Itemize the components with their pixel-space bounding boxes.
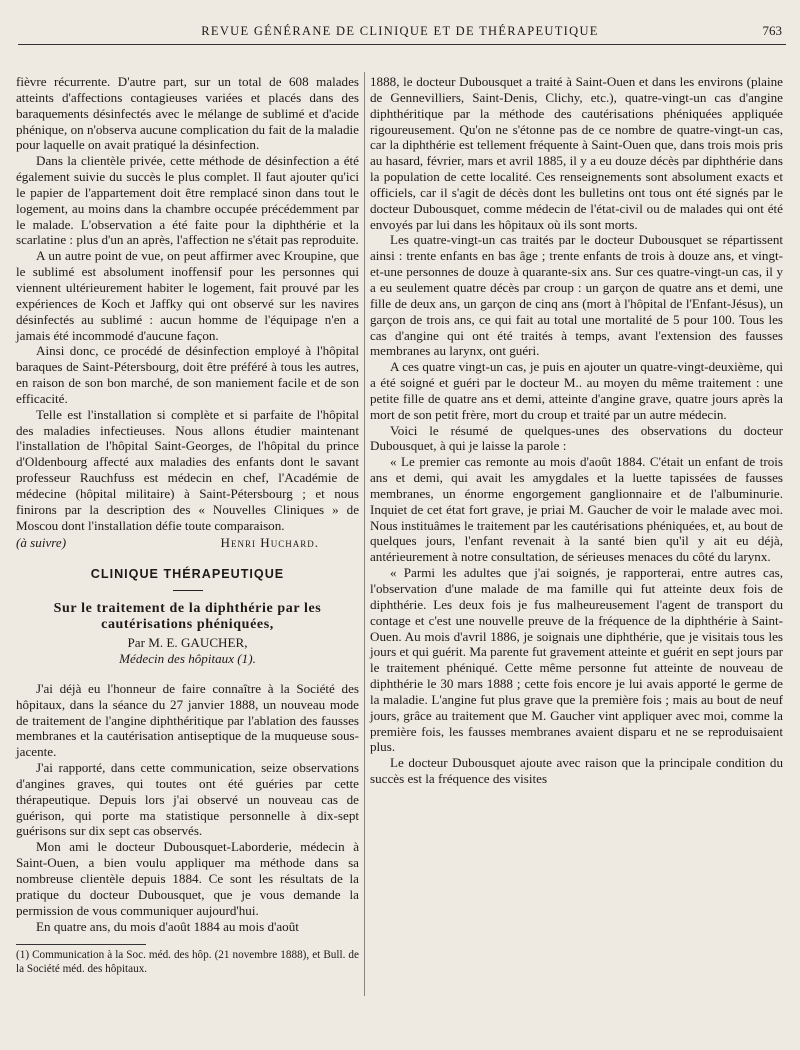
to-follow-note: (à suivre)	[16, 535, 67, 551]
journal-title: REVUE GÉNÉRANE DE CLINIQUE ET DE THÉRAPEUTIQUE	[201, 24, 599, 38]
paragraph: Les quatre-vingt-un cas traités par le docteur Dubousquet se répartissent ainsi : trente enfants en bas âge ; trente enfants de trois à douze ans, et vingt-et-une personnes de douze à quarante-six ans. Sur ces quatre-vingt-un cas, il y a eu seulement quatre décès par croup : un garçon de quatre ans et demi, une fille de deux ans, un garçon de cinq ans (mort à l'hôpital de l'Enfant-Jésus), un garçon de trois ans, ce qui fait au total une mortalité de 5 pour 100. Tous les cas d'angine qui ont été traités à temps, avant l'extension des fausses membranes au larynx, ont guéri.	[370, 232, 783, 359]
article-title: Sur le traitement de la diphthérie par les cautérisations phéniquées,	[53, 601, 322, 633]
paragraph: Le docteur Dubousquet ajoute avec raison que la principale condition du succès est la fréquence des visites	[370, 755, 783, 787]
column-divider	[364, 72, 365, 996]
paragraph: fièvre récurrente. D'autre part, sur un total de 608 malades atteints d'affections contagieuses variées et placés dans des baraquements désinfectés avec le mélange de sublimé et d'acide phénique, on n'observa aucune complication du fait de la maladie pour laquelle on avait pratiqué la désinfection.	[16, 74, 359, 153]
signature-line	[16, 535, 359, 551]
paragraph: Ainsi donc, ce procédé de désinfection employé à l'hôpital baraques de Saint-Pétersbourg, doit être préféré à tous les autres, en raison de son bon marché, de son maniement facile et de son efficacité.	[16, 343, 359, 406]
paragraph: Mon ami le docteur Dubousquet-Laborderie, médecin à Saint-Ouen, a bien voulu appliquer ma méthode dans sa nombreuse clientèle depuis 1884. Ce sont les résultats de la pratique du docteur Dubousquet, que je vous demande la permission de vous communiquer aujourd'hui.	[16, 839, 359, 918]
paragraph: J'ai rapporté, dans cette communication, seize observations d'angines graves, qui toutes ont été guéries par cette thérapeutique. Depuis lors j'ai observé un nouveau cas de guérison, qui porte ma statistique personnelle à dix-sept guérisons sur dix sept cas observés.	[16, 760, 359, 839]
author-signature: Henri Huchard.	[220, 535, 319, 551]
running-header	[0, 20, 800, 46]
paragraph: Dans la clientèle privée, cette méthode de désinfection a été également suivie du succès le plus complet. Il faut ajouter qu'ici le papier de l'appartement doit être remplacé sinon dans tout le logement, au moins dans la chambre occupée précédemment par le malade. L'observation a été faite pour la diphthérie et la scarlatine : plus d'un an après, l'affection ne s'était pas reproduite.	[16, 153, 359, 248]
left-column	[16, 74, 359, 976]
paragraph: A ces quatre vingt-un cas, je puis en ajouter un quatre-vingt-deuxième, qui a été soigné et guéri par le docteur M.. au moyen du même traitement : une petite fille de quatre ans et demi, atteinte d'angine grave, quatre jours après la mort de son petit frère, mort du croup et traité par un autre médecin.	[370, 359, 783, 422]
section-rule	[173, 590, 203, 591]
paragraph: A un autre point de vue, on peut affirmer avec Kroupine, que le sublimé est absolument inoffensif pour les personnes qui viennent ultérieurement habiter le logement, fait prouvé par les expériences de Koch et Jaffky qui ont observé sur les navires désinfectés au sublimé : aucun homme de l'équipage n'en a jamais été incommodé d'aucune façon.	[16, 248, 359, 343]
paragraph: 1888, le docteur Dubousquet a traité à Saint-Ouen et dans les environs (plaine de Gennevilliers, Saint-Denis, Clichy, etc.), quatre-vingt-un cas d'angine diphthéritique par la méthode des cautérisations phéniquées appliquée rigoureusement. Qu'on ne s'étonne pas de ce nombre de quatre-vingt-un cas, car la diphthérie est tellement fréquente à Saint-Ouen que, dans trois mois pris au hasard, février, mars et avril 1885, il y a eu douze décès par diphthérie dans la population de cette localité. Ces renseignements sont absolument exacts et officiels, car il s'agit de décès dont les bulletins ont tous ont été signés par le docteur Dubousquet, comme médecin de l'état-civil ou de malades qui ont été envoyés par lui dans les hôpitaux où ils sont morts.	[370, 74, 783, 232]
page-number: 763	[762, 23, 782, 38]
header-rule	[18, 44, 786, 45]
footnote-rule	[16, 944, 146, 945]
paragraph: « Le premier cas remonte au mois d'août 1884. C'était un enfant de trois ans et demi, qui avait les amygdales et la luette tapissées de fausses membranes, un énorme engorgement ganglionnaire et de l'albuminurie. Inquiet de cet état fort grave, je priai M. Gaucher de voir le malade avec moi. Nous instituâmes le traitement par les cautérisations phéniquées, et, au bout de quelques jours, l'enfant revenait à la santé bien qu'il y ait eu déjà, antérieurement à notre consultation, de sérieuses menaces du côté du larynx.	[370, 454, 783, 565]
paragraph: « Parmi les adultes que j'ai soignés, je rapporterai, entre autres cas, l'observation d'une malade de ma famille qui fut atteinte deux fois de diphthérie. Les deux fois je fus malheureusement l'agent de transport du contage et c'est une nouvelle preuve de la fréquence de la diphthérie à Saint-Ouen. Au mois d'avril 1886, je soignais une diphthérie, que je visitais tous les jours et qui guérit. Ma parente fut gravement atteinte et guérit en sept jours par le traitement phéniqué. Cette même personne fut atteinte de nouveau de diphthérie le 30 mars 1888 ; cette fois encore je lui avais apporté le germe de la maladie. L'angine fut plus grave que la première fois ; mais au bout de neuf jours, grâce au traitement que M. Gaucher vint appliquer avec moi, comme la première fois, les fausses membranes avaient disparu et ne se reproduisaient plus.	[370, 565, 783, 755]
paragraph: En quatre ans, du mois d'août 1884 au mois d'août	[36, 918, 299, 934]
footnote: (1) Communication à la Soc. méd. des hôp. (21 novembre 1888), et Bull. de la Société méd. des hôpitaux.	[16, 949, 359, 975]
byline: Par M. E. GAUCHER,	[127, 635, 248, 651]
right-column	[370, 74, 783, 787]
paragraph: Voici le résumé de quelques-unes des observations du docteur Dubousquet, à qui je laisse la parole :	[370, 422, 783, 454]
byline-affiliation: Médecin des hôpitaux (1).	[119, 651, 256, 666]
paragraph: Telle est l'installation si complète et si parfaite de l'hôpital des maladies infectieuses. Nous allons étudier maintenant l'installation de l'hôpital Saint-Georges, de l'hôpital du prince d'Oldenbourg affecté aux maladies des enfants dont le savant professeur Rauchfuss est médecin en chef, l'Académie de médecine (hôpital militaire) à Saint-Pétersbourg ; et nous finirons par la description des « Nouvelles Cliniques » de Moscou dont l'installation défie toute comparaison.	[16, 406, 359, 533]
paragraph: J'ai déjà eu l'honneur de faire connaître à la Société des hôpitaux, dans la séance du 27 janvier 1888, un nouveau mode de traitement de l'angine diphthéritique par l'ablation des fausses membranes et la cautérisation antiseptique de la muqueuse sous-jacente.	[16, 680, 359, 760]
section-title: CLINIQUE THÉRAPEUTIQUE	[90, 567, 285, 582]
